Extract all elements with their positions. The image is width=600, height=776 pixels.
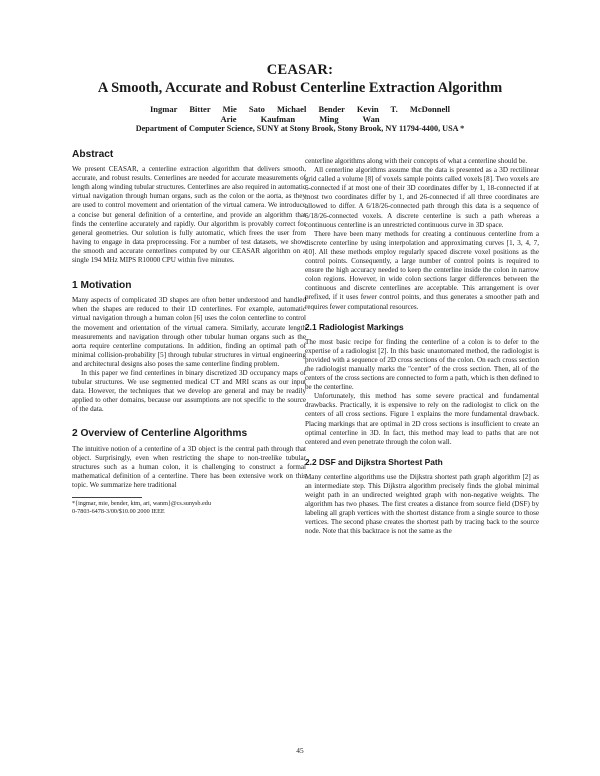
affiliation: Department of Computer Science, SUNY at Stony Brook, Stony Brook, NY 11794-4400, USA * bbox=[135, 124, 465, 133]
body-paragraph: There have been many methods for creating a continuous centerline from a discrete centerline by using interpolation and approximating curves [1, 3, 4, 7, 10]. All these methods employ regularly spaced discrete voxel positions as the control points. Consequently, a large number of control points is required to ensure the high accuracy needed to keep the centerline inside the colon in narrow colon regions. However, in wide colon sections larger differences between the continuous and discrete centerlines are acceptable. This arrangement is over prefixed, if it uses fewer control points, and thus generates a smoother path and requires fewer computational resources. bbox=[305, 229, 539, 311]
body-paragraph: Many centerline algorithms use the Dijkstra shortest path graph algorithm [2] as an intermediate step. This Dijkstra algorithm precisely finds the global minimal weight path in an undirected weighted graph with non-negative weights. The algorithm has two phases. The first creates a distance from source field (DSF) by labeling all graph vertices with the shortest distance from a single source to those vertices. The second phase creates the shortest path by tracing back to the source node. Note that this backtrace is not the same as the bbox=[305, 472, 539, 536]
continued-paragraph: centerline algorithms along with their concepts of what a centerline should be. bbox=[305, 157, 528, 165]
left-column bbox=[72, 150, 306, 516]
section-2-heading: 2 Overview of Centerline Algorithms bbox=[72, 428, 248, 440]
author: Mie Sato bbox=[222, 104, 265, 114]
right-column bbox=[305, 157, 539, 537]
section-1-paragraph: Many aspects of complicated 3D shapes are often better understood and handled when the shapes are reduced to their 1D centerlines. For example, automatic virtual navigation through a human colon [6] uses the colon centerline to control the movement and orientation of the virtual camera. Similarly, accurate length measurements and navigation through other tubular human organs such as the aorta require centerline computations. In addition, finding an optimal path of minimal collision-probability [5] through tubular structures in virtual engineering and architectural designs also poses the same centerline finding problem. bbox=[72, 296, 306, 368]
section-1-heading: 1 Motivation bbox=[72, 280, 132, 292]
author: Kevin T. McDonnell bbox=[356, 104, 450, 114]
author: Ingmar Bitter bbox=[150, 104, 211, 114]
body-paragraph: The most basic recipe for finding the centerline of a colon is to defer to the expertise of a radiologist [2]. In this basic unautomated method, the radiologist is provided with a sequence of 2D cross sections of the colon. On each cross section the radiologist manually marks the "center" of the cross section. Then, all of the centers of the cross sections are connected to form a path, which is then defined to be the centerline. bbox=[305, 337, 539, 392]
section-1-paragraph: In this paper we find centerlines in binary discretized 3D occupancy maps of tubular structures. We use segmented medical CT and MRI scans as our input data. However, the techniques that we develop are general and may be readily applied to other domains, because our assumptions are not specific to the source of the data. bbox=[72, 368, 306, 414]
subsection-2-1-heading: 2.1 Radiologist Markings bbox=[305, 321, 404, 332]
footnote-rule bbox=[72, 497, 142, 498]
page-number: 45 bbox=[296, 746, 304, 755]
body-paragraph: Unfortunately, this method has some severe practical and fundamental drawbacks. Practically, it is expensive to rely on the radiologist to click on the centers of all cross sections. Figure 1 explains the more fundamental drawback. Placing markings that are optimal in 2D cross sections is insufficient to create an optimal centerline in 3D. In fact, this method may lead to paths that are not centered and even penetrate through the colon wall. bbox=[305, 392, 539, 446]
authors-line-2 bbox=[60, 114, 540, 124]
authors-line-1 bbox=[60, 104, 540, 114]
section-2-paragraph: The intuitive notion of a centerline of a 3D object is the central path through that object. Surprisingly, even when restricting the shape to non-treelike tubular structures such as a human colon, it is challenging to construct a formal mathematical definition of a centerline. There has been extensive work on this topic. We summarize here traditional bbox=[72, 444, 306, 489]
footnote-emails: *{ingmar, mie, bender, ktm, ari, wanm}@cs.sunysb.edu bbox=[72, 500, 211, 507]
title-line-2: A Smooth, Accurate and Robust Centerline Extraction Algorithm bbox=[97, 80, 503, 96]
subsection-2-2-heading: 2.2 DSF and Dijkstra Shortest Path bbox=[305, 456, 443, 467]
abstract-text: We present CEASAR, a centerline extraction algorithm that delivers smooth, accurate, and robust results. Centerlines are needed for accurate measurements of length along winding tubular structures. Centerlines are also required in automatic virtual navigation through human organs, such as the colon or the aorta, as they are used to control movement and orientation of the virtual camera. We introduce a concise but general definition of a centerline, and provide an algorithm that finds the centerline accurately and rapidly. Our algorithm is provably correct for general geometries. Our solution is fully automatic, which frees the user from having to engage in data preprocessing. For a number of test datasets, we show the smooth and accurate centerlines computed by our CEASAR algorithm on a single 194 MHz MIPS R10000 CPU within five minutes. bbox=[72, 165, 306, 265]
footnote-copyright: 0-7803-6478-3/00/$10.00 2000 IEEE bbox=[72, 508, 165, 515]
author: Arie Kaufman bbox=[220, 114, 296, 124]
abstract-heading: Abstract bbox=[72, 149, 114, 160]
title-line-1: CEASAR: bbox=[266, 62, 334, 78]
author: Michael Bender bbox=[277, 104, 345, 114]
author: Ming Wan bbox=[319, 114, 380, 124]
body-paragraph: All centerline algorithms assume that the data is presented as a 3D rectilinear grid called a volume [8] of voxels sample points called voxels [8]. Two voxels are 6-connected if at most one of their 3D coordinates differ by 1, 18-connected if at most two coordinates differ by 1, and 26-connected if all three coordinates are allowed to differ. A 6/18/26-connected path through this data is a sequence of 6/18/26-connected voxels. A discrete centerline is such a path whereas a continuous centerline is an unrestricted continuous curve in 3D space. bbox=[305, 166, 539, 229]
